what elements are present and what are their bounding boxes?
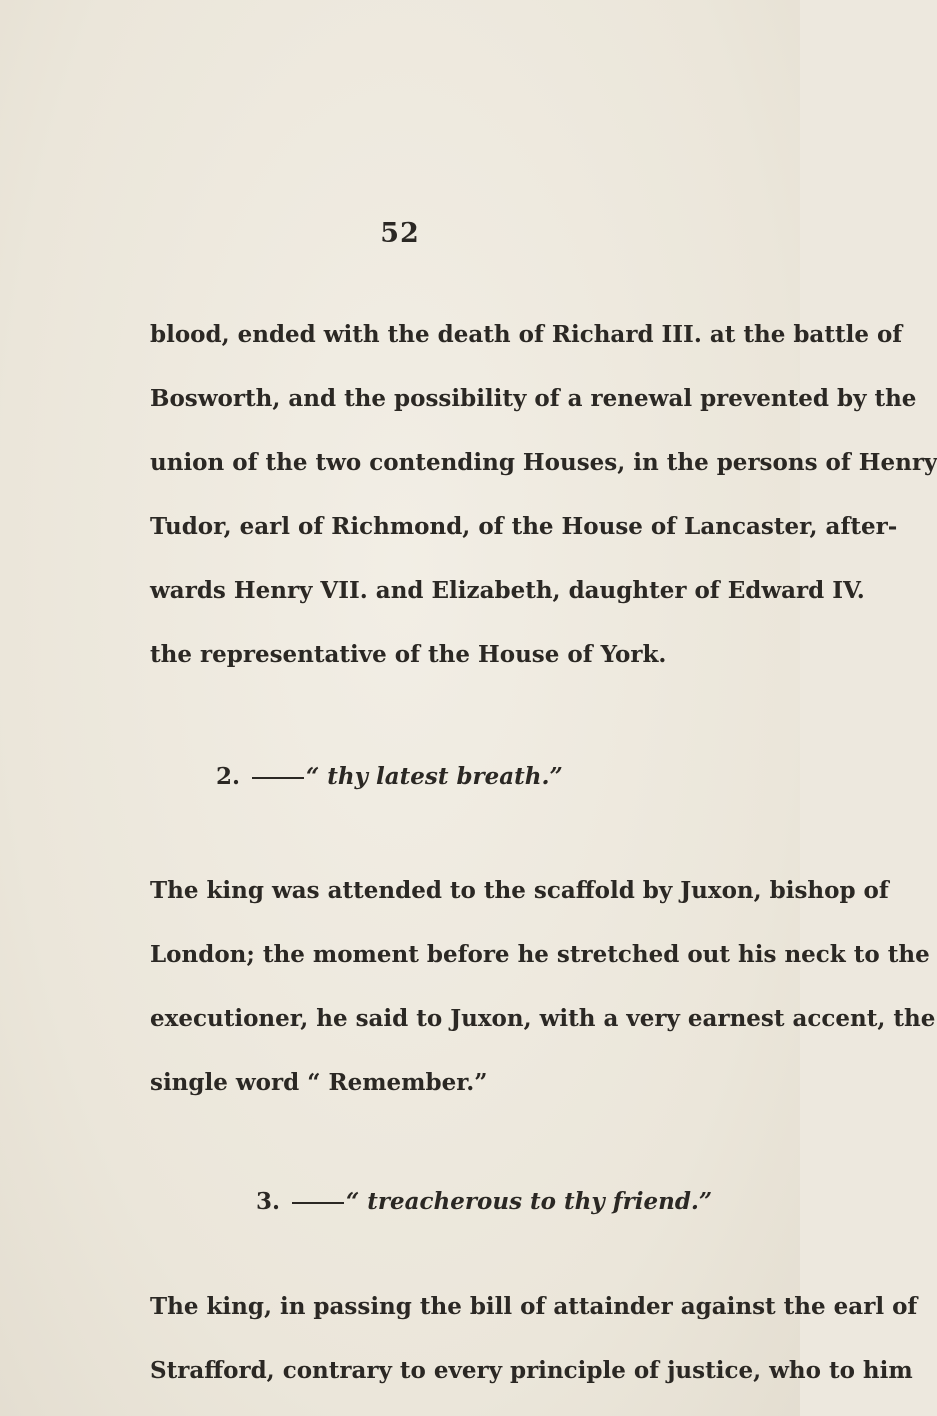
- note-2-heading: [216, 762, 563, 792]
- paragraph-1-line-1: blood, ended with the death of Richard III. at the battle of: [150, 321, 903, 348]
- paragraph-1-line-4: Tudor, earl of Richmond, of the House of Lancaster, after-: [150, 513, 898, 540]
- paragraph-2-line-4: single word “ Remember.”: [150, 1069, 488, 1096]
- note-3-heading: [256, 1187, 712, 1217]
- note-3-quote: “ treacherous to thy friend.”: [346, 1188, 713, 1215]
- note-3-number: 3.: [256, 1188, 281, 1215]
- paragraph-2-line-1: The king was attended to the scaffold by Juxon, bishop of: [150, 877, 889, 904]
- paragraph-1-line-3: union of the two contending Houses, in the persons of Henry: [150, 449, 937, 476]
- paragraph-2-line-2: London; the moment before he stretched out his neck to the: [150, 941, 930, 968]
- paragraph-3-line-2: Strafford, contrary to every principle of justice, who to him: [150, 1357, 913, 1384]
- paragraph-1-line-5: wards Henry VII. and Elizabeth, daughter of Edward IV.: [150, 577, 865, 604]
- page-number: 52: [380, 218, 420, 249]
- note-2-quote: “ thy latest breath.”: [306, 763, 563, 790]
- paragraph-1-line-6: the representative of the House of York.: [150, 641, 667, 668]
- note-3-dash: [292, 1202, 344, 1204]
- paragraph-2-line-3: executioner, he said to Juxon, with a very earnest accent, the: [150, 1005, 936, 1032]
- note-2-dash: [252, 777, 304, 779]
- note-2-number: 2.: [216, 763, 241, 790]
- paragraph-1-line-2: Bosworth, and the possibility of a renewal prevented by the: [150, 385, 917, 412]
- paragraph-3-line-1: The king, in passing the bill of attainder against the earl of: [150, 1293, 918, 1320]
